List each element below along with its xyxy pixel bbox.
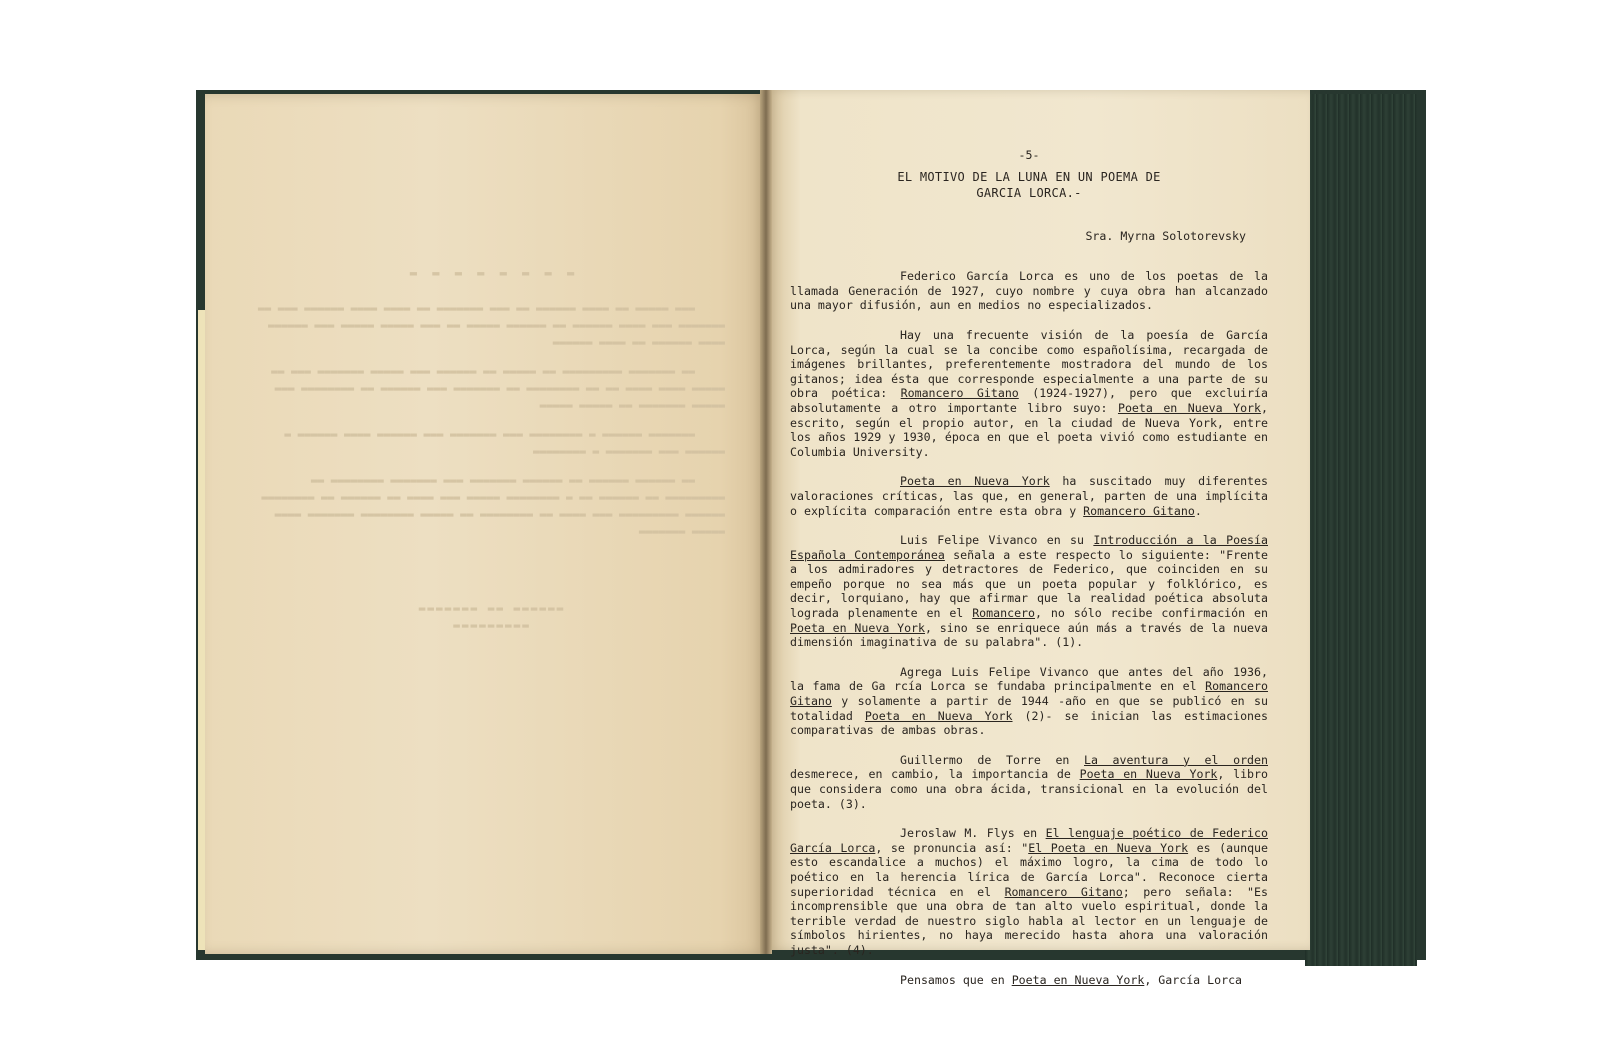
book-gutter [760, 90, 772, 954]
underlined-title: La aventura y el orden [1084, 752, 1268, 767]
paragraph-text: Hay una frecuente visión de la poesía de García Lorca, según la cual se la concibe como españolísima, recargada de imágenes brillantes, preferentemente mostradora del mundo de los gitanos; idea ésta que corresponde especialmente a una parte de su obra poética: [790, 327, 1268, 401]
underlined-title: Poeta en Nueva York [900, 474, 1050, 489]
paragraph-text: . [1194, 503, 1202, 518]
underlined-title: Poeta en Nueva York [790, 620, 926, 635]
underlined-title: El Poeta en Nueva York [1028, 840, 1189, 855]
paragraph-text: Guillermo de Torre en [900, 752, 1084, 767]
article-title-line: EL MOTIVO DE LA LUNA EN UN POEMA DE [897, 169, 1161, 184]
underlined-title: Romancero Gitano [790, 679, 1268, 709]
underlined-title: Introducción a la Poesía Española Contemporánea [790, 533, 1268, 562]
underlined-title: Poeta en Nueva York [1079, 767, 1218, 782]
paragraph-text: ha suscitado muy diferentes valoraciones críticas, las que, en general, parten de una implícita o explícita comparación entre esta obra y [790, 474, 1268, 518]
article-paragraph [790, 826, 1268, 957]
paragraph-text: desmerece, en cambio, la importancia de [790, 767, 1080, 782]
paragraph-text: Luis Felipe Vivanco en su [900, 533, 1094, 548]
paragraph-text: (2)- se inician las estimaciones comparativas de ambas obras. [790, 708, 1268, 738]
article-paragraph [790, 269, 1268, 313]
underlined-title: Poeta en Nueva York [1117, 400, 1262, 415]
page-number: -5- [1018, 148, 1040, 162]
paragraph-text: , sino se enriquece aún más a través de la nueva dimensión imaginativa de su palabra". (1). [790, 620, 1269, 650]
underlined-title: Poeta en Nueva York [864, 708, 1013, 723]
paragraph-text: , se pronuncia así: " [875, 840, 1029, 855]
article-paragraph [790, 665, 1268, 738]
underlined-title: El lenguaje poético de Federico García Lorca [790, 826, 1268, 855]
article-title-line: GARCIA LORCA.- [976, 185, 1082, 200]
paragraph-text: , no sólo recibe confirmación en [1035, 606, 1268, 621]
article-paragraph [790, 973, 1268, 988]
article-paragraph [790, 753, 1268, 811]
paragraph-text: , libro que considera como una obra ácida, transicional en la evolución del poeta. (3). [790, 767, 1268, 811]
bleed-through-texture: ▬ ▬ ▬ ▬ ▬ ▬ ▬ ▬ ▬▬▬ ▬▬▬▬▬ ▬▬ ▬▬▬▬ ▬▬▬▬▬▬ ▬▬ ▬▬▬ ▬▬▬▬▬▬▬ ▬▬ ▬▬▬▬ ▬▬▬▬ ▬▬▬▬▬▬ ▬▬▬ ▬▬ ▬▬▬▬▬▬▬ ▬▬▬ ▬▬▬▬ ▬▬▬▬▬▬ ▬▬ ▬▬▬▬▬▬ ▬▬▬▬▬ ▬▬ ▬▬▬ ▬▬▬▬▬ ▬▬▬▬▬ ▬▬▬ ▬▬▬▬▬▬ ▬▬▬▬ ▬▬▬▬▬▬ ▬▬ ▬▬▬▬ ▬▬▬▬▬▬ ▬▬ ▬▬▬▬▬▬▬ ▬▬▬▬▬▬▬▬▬ ▬▬ ▬▬▬▬▬ ▬▬ ▬▬▬▬▬▬ ▬▬▬ ▬▬▬▬▬ ▬▬▬▬▬▬▬ ▬▬▬ ▬▬ ▬▬▬▬▬ ▬▬▬▬ ▬▬▬▬ ▬▬ ▬▬ ▬▬▬▬▬▬▬▬ ▬▬ ▬▬▬▬▬▬▬ ▬▬▬ ▬▬▬▬▬▬ ▬▬ ▬▬▬▬▬▬▬▬ ▬▬▬ ▬▬▬▬▬ ▬▬▬▬▬▬▬ ▬▬ ▬▬▬▬▬ ▬▬▬▬▬ ▬▬▬▬▬▬▬ ▬▬▬▬▬▬ ▬ ▬▬▬▬▬▬▬▬ ▬▬▬ ▬▬▬▬▬▬▬ ▬▬▬ ▬▬▬▬▬▬ ▬▬▬▬ ▬▬▬▬▬▬ ▬ ▬▬▬▬▬▬ ▬▬▬ ▬▬▬▬▬▬▬ ▬ ▬▬▬▬▬▬▬▬ ▬▬ ▬▬▬▬▬▬ ▬▬▬▬▬▬ ▬▬ ▬▬▬▬▬▬ ▬▬▬▬▬▬▬ ▬▬▬ ▬▬▬▬▬▬▬ ▬▬▬▬▬▬▬▬ ▬▬ ▬▬▬▬▬▬▬▬▬ ▬▬ ▬▬▬▬▬▬ ▬▬ ▬ ▬▬▬▬▬▬▬▬ ▬▬▬▬▬ ▬▬▬ ▬▬▬▬ ▬▬ ▬▬▬▬▬▬ ▬▬ ▬▬▬▬▬▬▬▬ ▬▬▬▬▬▬ ▬▬▬▬▬▬▬▬▬ ▬▬▬ ▬▬▬▬ ▬▬ ▬▬▬▬▬▬▬▬ ▬▬ ▬▬▬▬▬ ▬▬▬▬▬▬▬▬ ▬▬▬▬▬▬▬ ▬▬▬▬ ▬▬▬▬▬ ▬▬▬▬▬▬▬ ▬▬▬▬▬▬ ▬▬ ▬▬▬▬▬▬▬ ▬▬▬▬▬▬▬▬▬ [257, 266, 725, 632]
paragraph-text: señala a este respecto lo siguiente: "Frente a los admiradores y detractores de Federico, que coinciden en su empeño porque no sea más que un poeta popular y folklórico, es decir, lorquiano, hay que afirmar que la realidad poética absoluta lograda plenamente en el [790, 547, 1268, 621]
article [790, 148, 1268, 1002]
article-paragraph [790, 533, 1268, 650]
article-author: Sra. Myrna Solotorevsky [1085, 228, 1246, 243]
book-page-edges [1305, 94, 1417, 966]
paragraph-text: Jeroslaw M. Flys en [900, 826, 1046, 841]
article-title [790, 169, 1268, 201]
paragraph-text: , escrito, según el propio autor, en la ciudad de Nueva York, entre los años 1929 y 1930, época en que el poeta vivió como estudiante en Columbia University. [790, 400, 1268, 459]
underlined-title: Romancero Gitano [900, 386, 1019, 401]
article-paragraph [790, 328, 1268, 459]
underlined-title: Romancero Gitano [1004, 884, 1123, 899]
paragraph-text: es (aunque esto escandalice a muchos) el máximo logro, la cima de todo lo poético en la herencia lírica de García Lorca". Reconoce cierta superioridad técnica en el [790, 840, 1269, 899]
paragraph-text: y solamente a partir de 1944 -año en que se publicó en su totalidad [790, 694, 1268, 723]
paragraph-text: ; pero señala: "Es incomprensible que una obra de tan alto vuelo espiritual, donde la terrible verdad de nuestro siglo habla al lector en un lenguaje de símbolos hirientes, no haya merecido hasta ahora una valoración justa". (4). [790, 884, 1268, 957]
paragraph-text: Pensamos que en [900, 972, 1012, 987]
paragraph-text: (1924-1927), pero que excluiría absolutamente a otro importante libro suyo: [790, 386, 1268, 415]
underlined-title: Poeta en Nueva York [1011, 972, 1145, 987]
article-paragraph [790, 474, 1268, 518]
paragraph-text: Federico García Lorca es uno de los poetas de la llamada Generación de 1927, cuyo nombre y cuya obra han alcanzado una mayor difusión, aun en medios no especializados. [790, 269, 1268, 313]
underlined-title: Romancero [972, 606, 1036, 621]
paragraph-text: Agrega Luis Felipe Vivanco que antes del año 1936, la fama de Ga rcía Lorca se fundaba principalmente en el [790, 664, 1268, 694]
underlined-title: Romancero Gitano [1083, 503, 1195, 518]
paragraph-text: , García Lorca [1144, 972, 1243, 987]
article-body [790, 269, 1268, 987]
